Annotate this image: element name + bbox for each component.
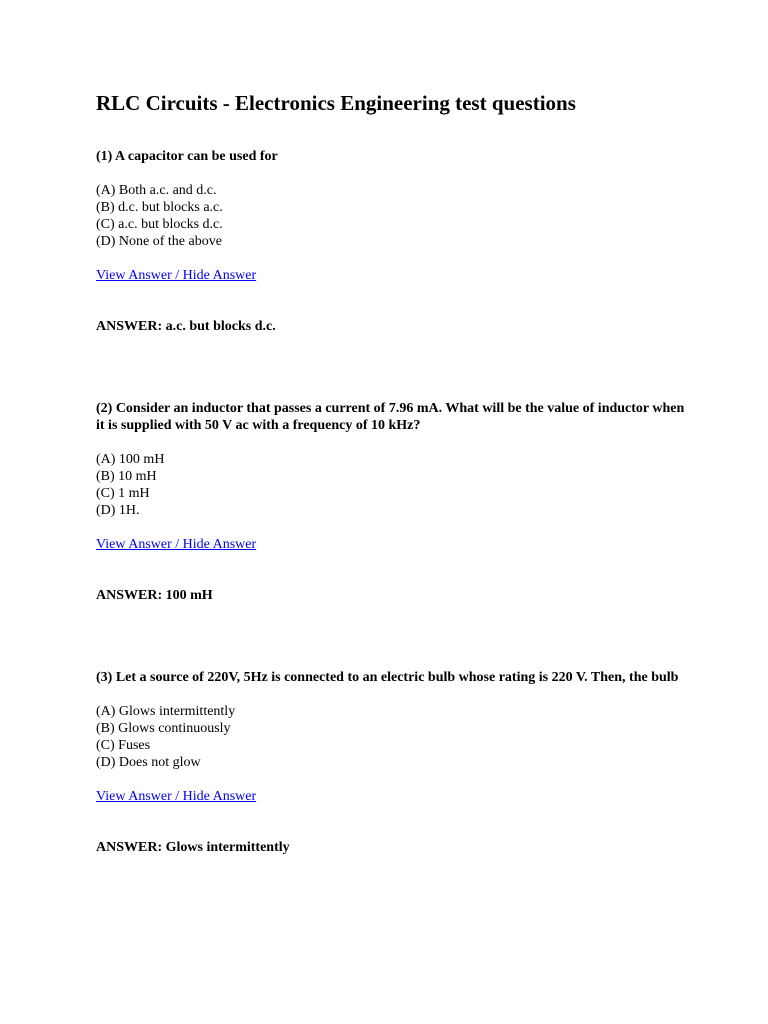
answer-text: ANSWER: a.c. but blocks d.c. (96, 319, 276, 334)
option-a: (A) 100 mH (96, 452, 165, 467)
question-text: (1) A capacitor can be used for (96, 149, 278, 164)
question-block (96, 669, 696, 856)
option-b: (B) Glows continuously (96, 721, 231, 736)
view-answer-link[interactable]: View Answer / Hide Answer (96, 789, 257, 804)
options-list (96, 703, 696, 771)
option-d: (D) None of the above (96, 234, 222, 249)
option-c: (C) a.c. but blocks d.c. (96, 217, 223, 232)
question-text: (3) Let a source of 220V, 5Hz is connected to an electric bulb whose rating is 220 V. Then, the bulb (96, 670, 679, 685)
options-list (96, 451, 696, 519)
option-b: (B) 10 mH (96, 469, 157, 484)
answer-text: ANSWER: Glows intermittently (96, 840, 290, 855)
option-b: (B) d.c. but blocks a.c. (96, 200, 223, 215)
page-title: RLC Circuits - Electronics Engineering test questions (96, 91, 576, 115)
options-list (96, 182, 696, 250)
option-a: (A) Glows intermittently (96, 704, 236, 719)
question-block (96, 400, 696, 604)
view-answer-link[interactable]: View Answer / Hide Answer (96, 537, 257, 552)
option-c: (C) 1 mH (96, 486, 150, 501)
question-block (96, 148, 696, 335)
view-answer-link[interactable]: View Answer / Hide Answer (96, 268, 257, 283)
question-text: (2) Consider an inductor that passes a current of 7.96 mA. What will be the value of inductor when it is supplied with 50 V ac with a frequency of 10 kHz? (96, 401, 685, 433)
answer-text: ANSWER: 100 mH (96, 588, 213, 603)
option-d: (D) 1H. (96, 503, 140, 518)
option-c: (C) Fuses (96, 738, 151, 753)
option-d: (D) Does not glow (96, 755, 201, 770)
option-a: (A) Both a.c. and d.c. (96, 183, 217, 198)
